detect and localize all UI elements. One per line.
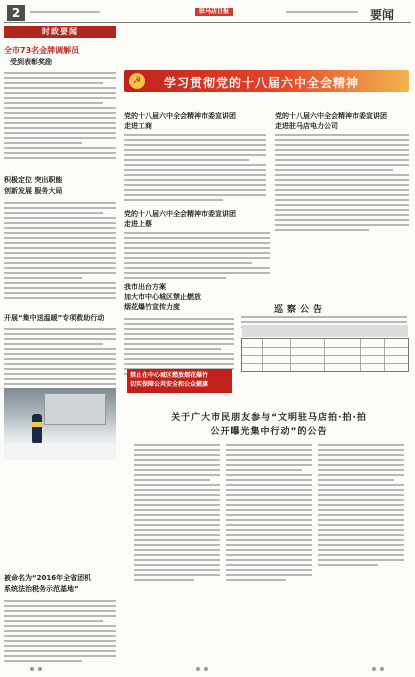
worker-figure	[32, 414, 42, 444]
page-number: 2	[7, 5, 25, 21]
article-subtitle: 创新发展 服务大局	[4, 187, 63, 195]
article-title-line: 烟花爆竹宣传力度	[124, 302, 180, 311]
article-body	[4, 72, 116, 162]
article-title-line: 党的十八届六中全会精神市委宣讲团	[124, 210, 236, 218]
article-body	[124, 232, 270, 282]
public-notice-title	[134, 412, 404, 440]
section-title: 要闻	[370, 8, 395, 22]
snow-ground	[4, 443, 116, 460]
table-caption	[242, 325, 408, 337]
public-notice-title-line: 公开曝光集中行动”的公告	[210, 426, 328, 437]
red-notice-line: 禁止在中心城区燃放烟花爆竹	[130, 372, 209, 379]
article-title-line: 党的十八届六中全会精神市委宣讲团	[275, 112, 387, 120]
table-col	[290, 339, 291, 371]
left-column	[4, 24, 116, 674]
article-title	[124, 112, 236, 132]
article-title-line: 加大市中心城区禁止燃放	[124, 292, 201, 301]
article-title-line: 我市出台方案	[124, 283, 166, 291]
header-date-line	[30, 11, 100, 16]
header-info-line	[286, 11, 358, 16]
footer-dot	[196, 667, 200, 671]
article-body	[4, 202, 116, 302]
article-title-line: 走进上蔡	[124, 219, 152, 228]
section-tag: 时政要闻	[4, 26, 116, 38]
section-banner	[124, 70, 409, 92]
truck-shape	[44, 393, 106, 425]
footer-dot	[204, 667, 208, 671]
party-emblem-icon: ☭	[129, 73, 145, 89]
notice-table	[241, 338, 409, 372]
article-title	[124, 283, 201, 312]
article-subtitle: 系统法治税务示范基地”	[4, 585, 79, 593]
article-title: 被命名为“2016年全省团机	[4, 574, 92, 582]
notice-title: 巡察公告	[274, 305, 327, 315]
table-col	[262, 339, 263, 371]
red-notice-box	[127, 369, 232, 393]
page-footer	[0, 664, 415, 674]
article-title-line: 党的十八届六中全会精神市委宣讲团	[124, 112, 236, 120]
footer-dot	[38, 667, 42, 671]
banner-title: 学习贯彻党的十八届六中全会精神	[164, 76, 360, 90]
article-body	[4, 600, 116, 665]
article-title: 积极定位 突出职能	[4, 176, 63, 184]
footer-dot	[372, 667, 376, 671]
snow-cleanup-photo	[4, 388, 116, 460]
article-title	[124, 210, 236, 230]
brand-logo: 驻马店日报	[195, 8, 233, 16]
article-title: 全市73名金牌调解员	[4, 46, 80, 55]
public-notice-body	[226, 444, 312, 584]
public-notice-body	[318, 444, 404, 569]
red-notice-line: 切实保障公共安全和公众健康	[130, 381, 209, 388]
article-title-line: 走进工商	[124, 121, 152, 130]
footer-dot	[380, 667, 384, 671]
article-subtitle: 受到表彰奖励	[10, 58, 52, 66]
article-body	[124, 134, 266, 204]
table-col	[384, 339, 385, 371]
page-header	[4, 4, 411, 23]
article-title	[275, 112, 387, 132]
worker-vest	[32, 422, 42, 427]
article-title-line: 走进驻马店电力公司	[275, 121, 338, 130]
table-col	[324, 339, 325, 371]
public-notice-title-line: 关于广大市民朋友参与“文明驻马店拍·拍·拍	[171, 413, 367, 423]
article-body	[275, 134, 409, 234]
table-col	[360, 339, 361, 371]
footer-dot	[30, 667, 34, 671]
article-title: 开展“集中送温暖”专项救助行动	[4, 314, 105, 322]
public-notice-body	[134, 444, 220, 584]
